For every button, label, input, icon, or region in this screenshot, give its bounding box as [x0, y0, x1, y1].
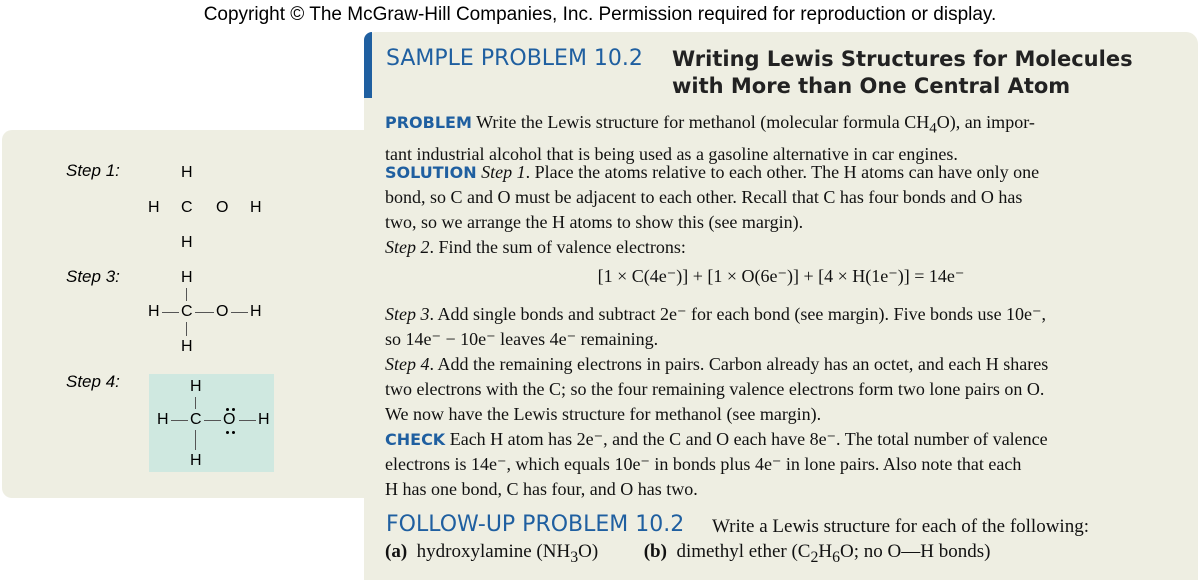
valence-electron-equation: [1 × C(4e⁻)] + [1 × O(6e⁻)] + [4 × H(1e⁻)] = 14e⁻: [597, 266, 965, 286]
single-bond: [204, 420, 221, 421]
problem-text: [385, 110, 1177, 167]
check-line-3: H has one bond, C has four, and O has two.: [385, 479, 698, 499]
subscript: 2: [810, 548, 819, 566]
heading-accent-bar: [364, 32, 372, 98]
solution-steps-3-4: [385, 302, 1177, 427]
step1-line-3: two, so we arrange the H atoms to show this (see margin).: [385, 212, 804, 232]
atom-h: H: [181, 234, 193, 251]
single-bond: [186, 288, 187, 301]
step2-label: Step 2: [385, 237, 430, 257]
atom-h: H: [157, 411, 169, 428]
single-bond: [195, 397, 196, 409]
item-a-end: O): [578, 541, 599, 562]
step4-label: Step 4: [385, 354, 430, 374]
atom-c: C: [190, 411, 202, 428]
atom-h: H: [258, 411, 270, 428]
step4-line-2: two electrons with the C; so the four remaining valence electrons form two lone pairs on O.: [385, 379, 1045, 399]
atom-h: H: [250, 199, 262, 216]
check-line-1: Each H atom has 2e⁻, and the C and O each have 8e⁻. The total number of valence: [449, 429, 1048, 449]
single-bond: [239, 420, 256, 421]
copyright-notice: Copyright © The McGraw-Hill Companies, Inc. Permission required for reproduction or display.: [203, 4, 997, 25]
single-bond: [231, 312, 248, 313]
step1-label: Step 1: [481, 162, 526, 182]
check-text: [385, 427, 1177, 502]
step4-line-3: We now have the Lewis structure for methanol (see margin).: [385, 404, 822, 424]
subscript: 4: [929, 120, 937, 137]
lone-pair-dot: [232, 431, 235, 434]
atom-h: H: [181, 338, 193, 355]
step4-text: . Add the remaining electrons in pairs. Carbon already has an octet, and each H shares: [429, 354, 1049, 374]
single-bond: [186, 322, 187, 336]
margin-step4-label: Step 4:: [66, 372, 120, 391]
single-bond: [162, 312, 179, 313]
problem-line-1-end: O), an impor-: [936, 112, 1035, 132]
problem-line-1: Write the Lewis structure for methanol (molecular formula CH: [476, 112, 930, 132]
step3-line-2: so 14e⁻ − 10e⁻ leaves 4e⁻ remaining.: [385, 329, 659, 349]
follow-up-items: [385, 541, 990, 567]
atom-h: H: [190, 378, 202, 395]
atom-c: C: [181, 199, 193, 216]
title-line-1: Writing Lewis Structures for Molecules: [672, 47, 1133, 71]
atom-h: H: [181, 164, 193, 181]
margin-step3-label: Step 3:: [66, 267, 120, 286]
step2-text: . Find the sum of valence electrons:: [429, 237, 686, 257]
solution-keyword: SOLUTION: [385, 163, 477, 182]
atom-h: H: [181, 269, 193, 286]
follow-up-text: Write a Lewis structure for each of the following:: [712, 516, 1089, 537]
atom-h: H: [250, 303, 262, 320]
item-b-mid: H: [818, 541, 833, 562]
atom-o: O: [216, 303, 229, 320]
atom-h: H: [148, 303, 160, 320]
atom-o: O: [216, 199, 229, 216]
item-b-label: (b): [643, 541, 667, 562]
solution-text: [385, 160, 1177, 260]
sample-problem-heading: SAMPLE PROBLEM 10.2: [386, 46, 643, 71]
item-b-text: dimethyl ether (C: [676, 541, 811, 562]
step1-line-2: bond, so C and O must be adjacent to each other. Recall that C has four bonds and O has: [385, 187, 1023, 207]
single-bond: [171, 420, 188, 421]
problem-line-2: tant industrial alcohol that is being used as a gasoline alternative in car engines.: [385, 143, 958, 164]
step1-text: . Place the atoms relative to each other. The H atoms can have only one: [525, 162, 1040, 182]
single-bond: [195, 312, 214, 313]
margin-step1-label: Step 1:: [66, 161, 120, 180]
step3-label: Step 3: [385, 304, 430, 324]
check-line-2: electrons is 14e⁻, which equals 10e⁻ in bonds plus 4e⁻ in lone pairs. Also note that each: [385, 454, 1022, 474]
check-keyword: CHECK: [385, 430, 446, 449]
problem-keyword: PROBLEM: [385, 113, 472, 132]
subscript: 6: [832, 548, 841, 566]
sample-problem-title: [672, 46, 1133, 100]
subscript: 3: [570, 548, 579, 566]
atom-c: C: [181, 303, 193, 320]
step3-text: . Add single bonds and subtract 2e⁻ for each bond (see margin). Five bonds use 10e⁻,: [429, 304, 1047, 324]
item-b-end: O; no O—H bonds): [840, 541, 991, 562]
item-a-text: hydroxylamine (NH: [416, 541, 571, 562]
lone-pair-dot: [232, 408, 235, 411]
atom-h: H: [148, 199, 160, 216]
lone-pair-dot: [226, 431, 229, 434]
atom-h: H: [190, 452, 202, 469]
item-a-label: (a): [385, 541, 408, 562]
follow-up-heading: FOLLOW-UP PROBLEM 10.2: [386, 512, 685, 537]
title-line-2: with More than One Central Atom: [672, 74, 1071, 98]
atom-o: O: [223, 411, 236, 428]
single-bond: [195, 430, 196, 450]
lone-pair-dot: [226, 408, 229, 411]
